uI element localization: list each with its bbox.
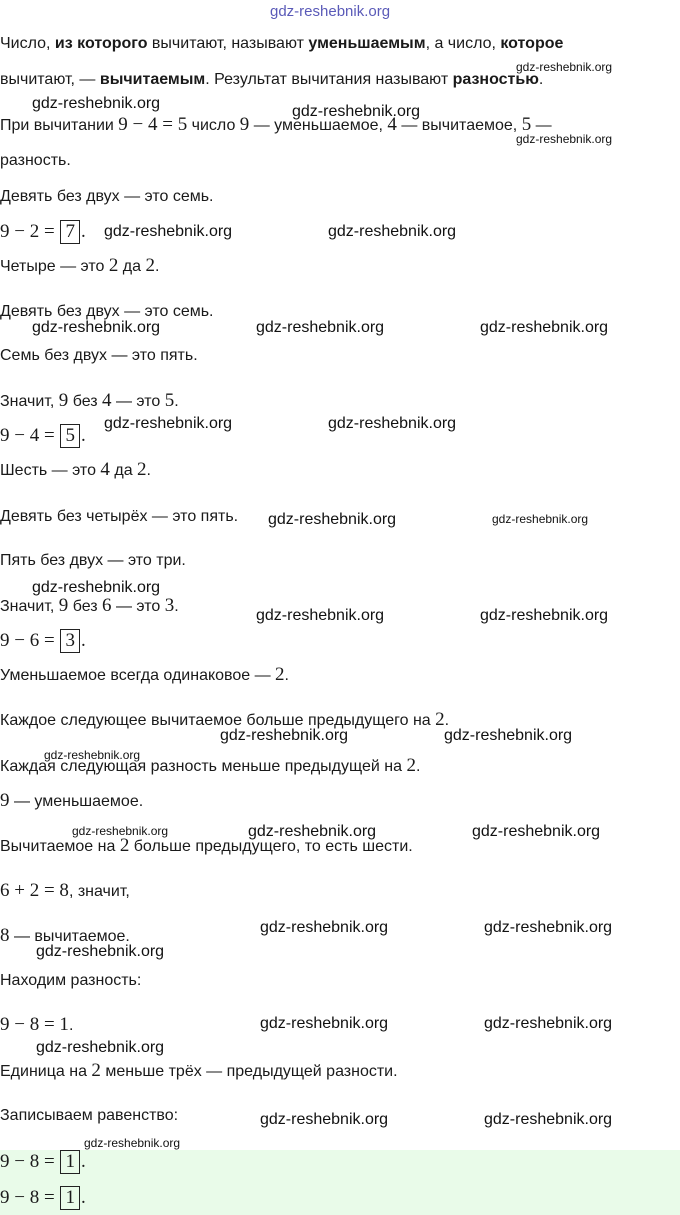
definition-line-2: вычитают, — вычитаемым. Результат вычитания называют разностью. — [0, 71, 544, 88]
watermark: gdz-reshebnik.org — [44, 748, 141, 762]
watermark: gdz-reshebnik.org — [484, 1111, 613, 1128]
equation-1: 9 − 2 = 7 . — [0, 221, 86, 242]
watermark: gdz-reshebnik.org — [444, 727, 573, 744]
step-text: Девять без четырёх — это пять. — [0, 508, 239, 525]
step-text: Значит, 9 без 4 — это 5. — [0, 390, 179, 411]
step-text: 8 — вычитаемое. — [0, 925, 130, 946]
watermark: gdz-reshebnik.org — [220, 727, 349, 744]
watermark: gdz-reshebnik.org — [32, 579, 161, 596]
answer-box: 3 — [60, 629, 80, 653]
watermark: gdz-reshebnik.org — [256, 607, 385, 624]
watermark: gdz-reshebnik.org — [36, 1039, 165, 1056]
watermark: gdz-reshebnik.org — [32, 319, 161, 336]
step-text: Семь без двух — это пять. — [0, 347, 198, 364]
step-text: Девять без двух — это семь. — [0, 303, 214, 320]
watermark: gdz-reshebnik.org — [492, 512, 589, 526]
step-text: 9 — уменьшаемое. — [0, 790, 144, 811]
step-text: Записываем равенство: — [0, 1107, 179, 1124]
answer-box: 1 — [60, 1150, 80, 1174]
watermark: gdz-reshebnik.org — [260, 919, 389, 936]
watermark: gdz-reshebnik.org — [248, 823, 377, 840]
watermark: gdz-reshebnik.org — [472, 823, 601, 840]
watermark: gdz-reshebnik.org — [260, 1015, 389, 1032]
equation-final: 9 − 8 = 1 . — [0, 1187, 86, 1208]
watermark: gdz-reshebnik.org — [516, 60, 613, 74]
step-text: Значит, 9 без 6 — это 3. — [0, 595, 179, 616]
step-text: 6 + 2 = 8, значит, — [0, 880, 130, 901]
step-text: Шесть — это 4 да 2. — [0, 459, 151, 480]
step-text: Вычитаемое на 2 больше предыдущего, то есть шести. — [0, 835, 413, 856]
step-text: 9 − 8 = 1. — [0, 1014, 74, 1035]
watermark-top: gdz-reshebnik.org — [270, 3, 391, 20]
watermark: gdz-reshebnik.org — [480, 319, 609, 336]
watermark: gdz-reshebnik.org — [484, 1015, 613, 1032]
step-text: Единица на 2 меньше трёх — предыдущей разности. — [0, 1060, 398, 1081]
answer-box: 5 — [60, 424, 80, 448]
watermark: gdz-reshebnik.org — [256, 319, 385, 336]
watermark: gdz-reshebnik.org — [32, 95, 161, 112]
answer-highlight — [0, 1150, 680, 1215]
equation-3: 9 − 6 = 3 . — [0, 630, 86, 651]
step-text: Каждая следующая разность меньше предыдущей на 2. — [0, 755, 421, 776]
step-text: Пять без двух — это три. — [0, 552, 186, 569]
step-text: Четыре — это 2 да 2. — [0, 255, 160, 276]
watermark: gdz-reshebnik.org — [260, 1111, 389, 1128]
step-text: Каждое следующее вычитаемое больше предыдущего на 2. — [0, 709, 450, 730]
step-text: Уменьшаемое всегда одинаковое — 2. — [0, 664, 289, 685]
watermark: gdz-reshebnik.org — [36, 943, 165, 960]
watermark: gdz-reshebnik.org — [484, 919, 613, 936]
watermark: gdz-reshebnik.org — [104, 415, 233, 432]
answer-box: 1 — [60, 1186, 80, 1210]
watermark: gdz-reshebnik.org — [328, 415, 457, 432]
equation-4: 9 − 8 = 1 . — [0, 1151, 86, 1172]
example-line-2: разность. — [0, 152, 71, 169]
watermark: gdz-reshebnik.org — [104, 223, 233, 240]
watermark: gdz-reshebnik.org — [328, 223, 457, 240]
watermark: gdz-reshebnik.org — [72, 824, 169, 838]
step-text: Девять без двух — это семь. — [0, 188, 214, 205]
watermark: gdz-reshebnik.org — [516, 132, 613, 146]
answer-box: 7 — [60, 220, 80, 244]
example-line-1: При вычитании 9 − 4 = 5 число 9 — уменьшаемое, 4 — вычитаемое, 5 — — [0, 114, 552, 135]
step-text: Находим разность: — [0, 972, 142, 989]
definition-line-1: Число, из которого вычитают, называют уменьшаемым, а число, которое — [0, 35, 564, 52]
watermark: gdz-reshebnik.org — [268, 511, 397, 528]
watermark: gdz-reshebnik.org — [292, 103, 421, 120]
watermark: gdz-reshebnik.org — [84, 1136, 181, 1150]
watermark: gdz-reshebnik.org — [480, 607, 609, 624]
equation-2: 9 − 4 = 5 . — [0, 425, 86, 446]
